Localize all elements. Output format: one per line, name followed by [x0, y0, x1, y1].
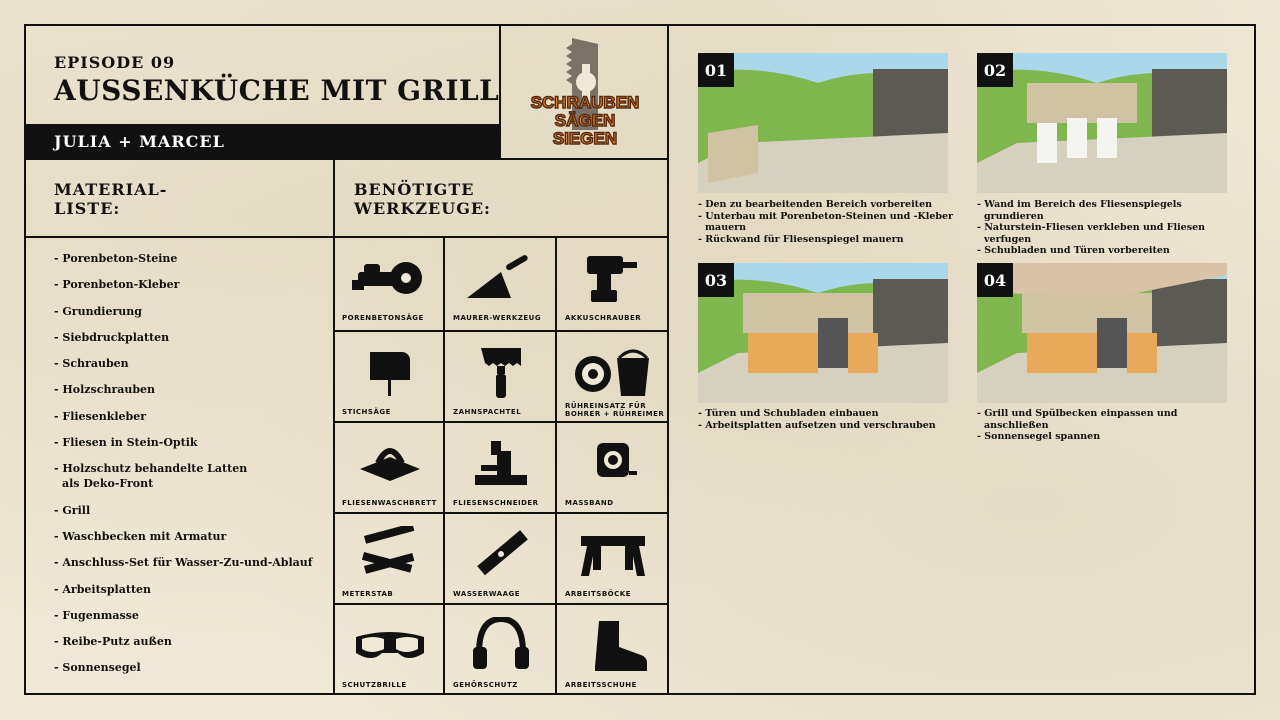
list-item: - Sonnensegel spannen — [977, 431, 1101, 442]
episode-label: EPISODE 09 — [54, 53, 176, 72]
divider — [24, 158, 668, 160]
participant-names: JULIA + MARCEL — [54, 132, 225, 151]
list-item: - Sonnensegel — [54, 661, 141, 675]
list-item: - Reibe-Putz außen — [54, 635, 172, 649]
list-item: - Den zu bearbeitenden Bereich vorbereiten — [698, 199, 933, 210]
divider — [667, 24, 669, 695]
page-title: AUSSENKÜCHE MIT GRILL — [54, 74, 500, 107]
materials-list — [54, 252, 313, 674]
list-item: - Fugenmasse — [54, 608, 139, 622]
tool-cell — [334, 605, 444, 695]
trowel-icon — [461, 250, 541, 306]
tape-measure-icon — [573, 435, 653, 491]
grout-float-icon — [350, 435, 430, 491]
tools-heading — [354, 180, 491, 218]
list-item: - Grill und Spülbecken einpassen und anschließen — [977, 408, 1178, 431]
tool-cell — [334, 514, 444, 604]
materials-heading-line-2: LISTE: — [54, 199, 121, 218]
tool-cell — [557, 332, 667, 422]
tool-label: ARBEITSBÖCKE — [565, 590, 631, 598]
tool-label: PORENBETONSÄGE — [342, 314, 424, 322]
list-item: - Naturstein-Fliesen verkleben und Fliesen verfugen — [977, 222, 1206, 245]
show-logo — [512, 34, 658, 152]
saw-icon — [350, 250, 430, 306]
list-item: - Arbeitsplatten aufsetzen und verschrauben — [698, 419, 936, 431]
list-item: - Porenbeton-Kleber — [54, 278, 180, 292]
step-image-03 — [698, 263, 948, 403]
tool-label — [565, 402, 664, 418]
list-item: - Schubladen und Türen vorbereiten — [977, 245, 1170, 256]
materials-heading — [54, 180, 167, 218]
list-item: - Porenbeton-Steine — [54, 252, 178, 265]
tool-cell — [445, 423, 555, 513]
tool-label: SCHUTZBRILLE — [342, 681, 407, 689]
list-item: - Grill — [54, 503, 91, 517]
folding-rule-icon — [350, 526, 430, 582]
tools-heading-line-1: BENÖTIGTE — [354, 180, 475, 199]
step-number: 03 — [698, 263, 734, 297]
tool-label: METERSTAB — [342, 590, 394, 598]
logo-line-3: SIEGEN — [552, 129, 618, 148]
step-image-01 — [698, 53, 948, 193]
tool-cell — [557, 605, 667, 695]
step-number: 02 — [977, 53, 1013, 87]
work-boot-icon — [573, 617, 653, 673]
tool-label: MASSBAND — [565, 499, 614, 507]
notched-trowel-icon — [461, 344, 541, 400]
materials-heading-line-1: MATERIAL- — [54, 180, 168, 199]
tool-label: GEHÖRSCHUTZ — [453, 681, 518, 689]
step-illustration — [977, 53, 1227, 193]
tile-cutter-icon — [461, 435, 541, 491]
tool-label: STICHSÄGE — [342, 408, 391, 416]
step-description-02 — [977, 199, 1237, 257]
tool-label: FLIESENWASCHBRETT — [342, 499, 437, 507]
list-item: - Waschbecken mit Armatur — [54, 529, 227, 543]
list-item: - Grundierung — [54, 304, 142, 318]
list-item: - Holzschutz behandelte Latten — [54, 462, 248, 476]
jigsaw-icon — [350, 344, 430, 400]
step-illustration — [698, 53, 948, 193]
list-item: - Fliesenkleber — [54, 409, 147, 423]
step-illustration — [698, 263, 948, 403]
tool-cell — [445, 238, 555, 328]
list-item: - Siebdruckplatten — [54, 330, 170, 344]
cordless-drill-icon — [573, 250, 653, 306]
step-image-02 — [977, 53, 1227, 193]
list-item: - Wand im Bereich des Fliesenspiegels grundieren — [977, 199, 1182, 222]
tool-cell — [557, 423, 667, 513]
tool-label: ARBEITSSCHUHE — [565, 681, 637, 689]
mixer-bucket-icon — [573, 344, 653, 400]
step-description-01 — [698, 199, 958, 245]
list-item: - Unterbau mit Porenbeton-Steinen und -Kleber mauern — [698, 210, 954, 233]
list-item: - Fliesen in Stein-Optik — [54, 436, 198, 450]
step-description-03 — [698, 408, 958, 431]
list-item: - Rückwand für Fliesenspiegel mauern — [698, 233, 904, 245]
step-number: 04 — [977, 263, 1013, 297]
spirit-level-icon — [461, 526, 541, 582]
tool-cell — [557, 238, 667, 328]
tool-cell — [445, 605, 555, 695]
sawhorse-icon — [573, 526, 653, 582]
tool-cell — [557, 514, 667, 604]
step-image-04 — [977, 263, 1227, 403]
step-number: 01 — [698, 53, 734, 87]
tool-cell — [445, 514, 555, 604]
list-item: - Schrauben — [54, 357, 129, 371]
tool-label-line-1: RÜHREINSATZ FÜR — [565, 402, 647, 410]
tool-cell — [334, 238, 444, 328]
tool-cell — [445, 332, 555, 422]
logo-line-1: SCHRAUBEN — [530, 93, 640, 112]
tool-cell — [334, 423, 444, 513]
tool-label: FLIESENSCHNEIDER — [453, 499, 539, 507]
list-item: - Arbeitsplatten — [54, 582, 152, 596]
logo-line-2: SÄGEN — [554, 111, 616, 130]
step-illustration — [977, 263, 1227, 403]
step-description-04 — [977, 408, 1237, 443]
list-item: - Holzschrauben — [54, 383, 156, 397]
list-item: - Türen und Schubladen einbauen — [698, 408, 879, 419]
tool-label: AKKUSCHRAUBER — [565, 314, 642, 322]
safety-goggles-icon — [350, 617, 430, 673]
tool-label-line-2: BOHRER + RÜHREIMER — [565, 410, 665, 418]
tool-label: MAURER-WERKZEUG — [453, 314, 542, 322]
tool-cell — [334, 332, 444, 422]
ear-protection-icon — [461, 617, 541, 673]
tool-label: WASSERWAAGE — [453, 590, 521, 598]
list-item: - Anschluss-Set für Wasser-Zu-und-Ablauf — [54, 556, 313, 570]
list-item: als Deko-Front — [62, 477, 154, 491]
tools-heading-line-2: WERKZEUGE: — [354, 199, 491, 218]
tool-label: ZAHNSPACHTEL — [453, 408, 522, 416]
